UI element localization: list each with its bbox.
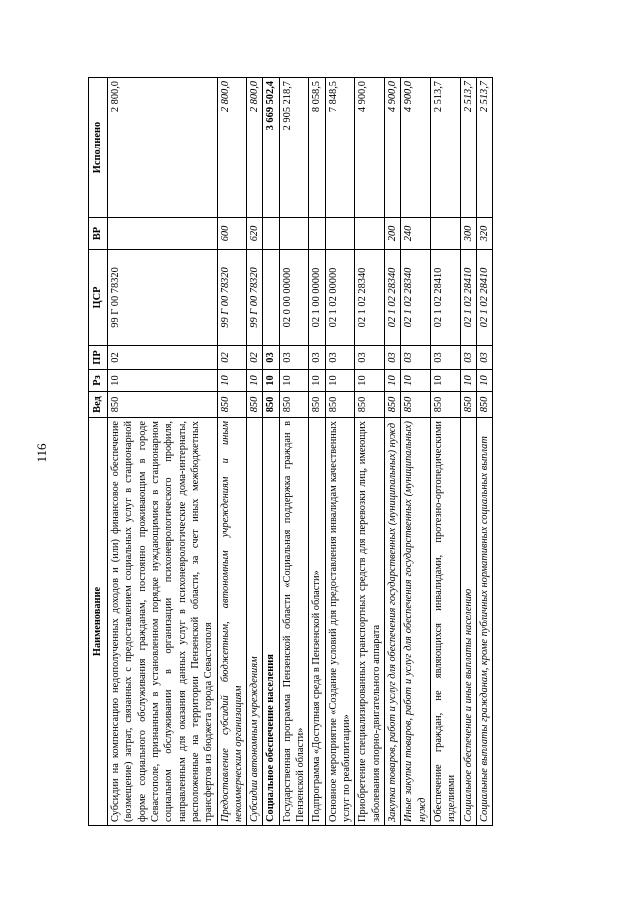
cell-name: Обеспечение граждан, не являющихся инвалидами, протезно-ортопедическими изделиями — [430, 418, 460, 826]
cell-name: Социальное обеспечение и иные выплаты населению — [460, 418, 476, 826]
cell-name: Предоставление субсидий бюджетным, автономным учреждениям и иным некоммерческим организациям — [217, 418, 247, 826]
table-row — [217, 78, 247, 826]
cell-csr: 99 Г 00 78320 — [217, 250, 247, 346]
table-row — [401, 78, 431, 826]
cell-csr: 02 1 02 00000 — [325, 250, 355, 346]
table-row — [108, 78, 218, 826]
table-body — [108, 78, 493, 826]
cell-name: Закупка товаров, работ и услуг для обеспечения государственных (муниципальных) нужд — [384, 418, 400, 826]
cell-name: Социальные выплаты гражданам, кроме публичных нормативных социальных выплат — [476, 418, 492, 826]
cell-name: Социальное обеспечение населения — [263, 418, 279, 826]
cell-ved: 850 — [325, 392, 355, 418]
cell-rz: 10 — [217, 370, 247, 392]
cell-rz: 10 — [430, 370, 460, 392]
cell-csr: 02 1 00 00000 — [309, 250, 325, 346]
cell-pr: 03 — [279, 346, 309, 370]
cell-executed: 4 900,0 — [401, 78, 431, 218]
table-row — [309, 78, 325, 826]
cell-pr: 03 — [384, 346, 400, 370]
cell-ved: 850 — [309, 392, 325, 418]
cell-csr: 02 1 02 28340 — [401, 250, 431, 346]
cell-csr: 02 1 02 28340 — [355, 250, 385, 346]
cell-csr: 99 Г 00 78320 — [108, 250, 218, 346]
cell-csr — [263, 250, 279, 346]
cell-pr: 02 — [217, 346, 247, 370]
cell-vr: 200 — [384, 218, 400, 250]
cell-name: Иные закупки товаров, работ и услуг для обеспечения государственных (муниципальных) нужд — [401, 418, 431, 826]
cell-executed: 2 513,7 — [476, 78, 492, 218]
cell-rz: 10 — [384, 370, 400, 392]
budget-table — [88, 77, 493, 826]
table-header-row — [89, 78, 108, 826]
cell-rz: 10 — [325, 370, 355, 392]
cell-vr: 600 — [217, 218, 247, 250]
cell-vr — [263, 218, 279, 250]
cell-ved: 850 — [401, 392, 431, 418]
page-number: 116 — [34, 443, 49, 463]
cell-ved: 850 — [279, 392, 309, 418]
header-rz: Рз — [89, 370, 108, 392]
cell-rz: 10 — [401, 370, 431, 392]
cell-ved: 850 — [247, 392, 263, 418]
header-csr: ЦСР — [89, 250, 108, 346]
cell-vr: 620 — [247, 218, 263, 250]
header-ved: Вед — [89, 392, 108, 418]
cell-rz: 10 — [476, 370, 492, 392]
cell-rz: 10 — [279, 370, 309, 392]
header-name: Наименование — [89, 418, 108, 826]
header-vr: ВР — [89, 218, 108, 250]
cell-vr: 320 — [476, 218, 492, 250]
cell-pr: 03 — [401, 346, 431, 370]
cell-executed: 7 848,5 — [325, 78, 355, 218]
cell-name: Основное мероприятие «Создание условий для предоставления инвалидам качественных услуг по реабилитации» — [325, 418, 355, 826]
cell-vr — [309, 218, 325, 250]
cell-vr: 240 — [401, 218, 431, 250]
cell-executed: 2 905 218,7 — [279, 78, 309, 218]
cell-csr: 02 1 02 28410 — [476, 250, 492, 346]
cell-csr: 99 Г 00 78320 — [247, 250, 263, 346]
cell-executed: 2 513,7 — [430, 78, 460, 218]
cell-pr: 03 — [460, 346, 476, 370]
cell-vr — [108, 218, 218, 250]
table-row — [279, 78, 309, 826]
cell-vr — [279, 218, 309, 250]
cell-executed: 3 669 502,4 — [263, 78, 279, 218]
cell-vr — [325, 218, 355, 250]
cell-executed: 4 900,0 — [384, 78, 400, 218]
table-row — [263, 78, 279, 826]
cell-pr: 02 — [247, 346, 263, 370]
cell-rz: 10 — [309, 370, 325, 392]
cell-name: Субсидии на компенсацию недополученных доходов и (или) финансовое обеспечение (возмещение) затрат, связанных с предоставлением социальных услуг в стационарной форме социального обслуживания гражданам, постоянно проживающим в городе Севастополе, признанным в установленном порядке нуждающимися в стационарном социальном обслуживании в организации психоневрологического профиля, направленным для оказания данных услуг в психоневрологические дома-интернаты, расположенные на территории Пензенской области, за счет иных межбюджетных трансфертов из бюджета города Севастополя — [108, 418, 218, 826]
cell-ved: 850 — [108, 392, 218, 418]
cell-ved: 850 — [384, 392, 400, 418]
cell-executed: 2 800,0 — [217, 78, 247, 218]
table-row — [460, 78, 476, 826]
table-row — [430, 78, 460, 826]
cell-rz: 10 — [355, 370, 385, 392]
header-executed: Исполнено — [89, 78, 108, 218]
table-row — [355, 78, 385, 826]
cell-pr: 03 — [430, 346, 460, 370]
table-row — [247, 78, 263, 826]
cell-ved: 850 — [460, 392, 476, 418]
cell-csr: 02 1 02 28410 — [460, 250, 476, 346]
cell-pr: 03 — [263, 346, 279, 370]
table-row — [476, 78, 492, 826]
cell-executed: 8 058,5 — [309, 78, 325, 218]
cell-rz: 10 — [247, 370, 263, 392]
cell-ved: 850 — [263, 392, 279, 418]
cell-pr: 03 — [325, 346, 355, 370]
cell-executed: 2 513,7 — [460, 78, 476, 218]
cell-ved: 850 — [430, 392, 460, 418]
cell-rz: 10 — [263, 370, 279, 392]
cell-executed: 2 800,0 — [247, 78, 263, 218]
cell-ved: 850 — [476, 392, 492, 418]
cell-name: Подпрограмма «Доступная среда в Пензенской области» — [309, 418, 325, 826]
cell-pr: 02 — [108, 346, 218, 370]
cell-ved: 850 — [217, 392, 247, 418]
cell-vr — [430, 218, 460, 250]
header-pr: ПР — [89, 346, 108, 370]
cell-vr: 300 — [460, 218, 476, 250]
table-row — [325, 78, 355, 826]
cell-rz: 10 — [460, 370, 476, 392]
cell-csr: 02 1 02 28410 — [430, 250, 460, 346]
cell-pr: 03 — [355, 346, 385, 370]
cell-name: Приобретение специализированных транспортных средств для перевозки лиц, имеющих заболевания опорно-двигательного аппарата — [355, 418, 385, 826]
cell-name: Государственная программа Пензенской области «Социальная поддержка граждан в Пензенской области» — [279, 418, 309, 826]
cell-vr — [355, 218, 385, 250]
cell-executed: 4 900,0 — [355, 78, 385, 218]
cell-pr: 03 — [309, 346, 325, 370]
cell-ved: 850 — [355, 392, 385, 418]
cell-executed: 2 800,0 — [108, 78, 218, 218]
table-row — [384, 78, 400, 826]
cell-csr: 02 0 00 00000 — [279, 250, 309, 346]
cell-name: Субсидии автономным учреждениям — [247, 418, 263, 826]
cell-rz: 10 — [108, 370, 218, 392]
cell-pr: 03 — [476, 346, 492, 370]
cell-csr: 02 1 02 28340 — [384, 250, 400, 346]
rotated-table-container — [88, 78, 533, 826]
